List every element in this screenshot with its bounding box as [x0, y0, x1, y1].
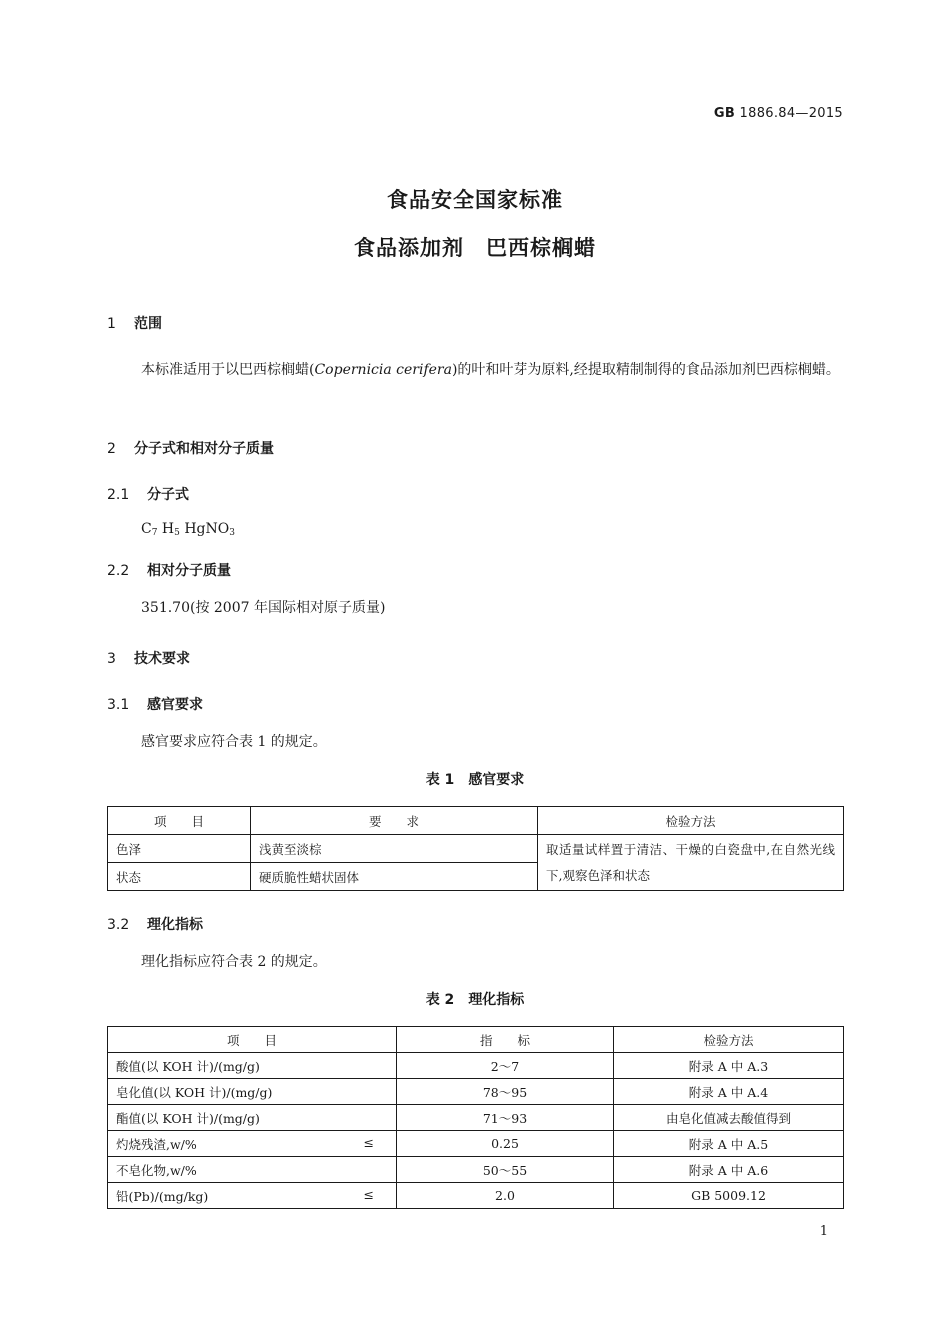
- section-number: 3.1: [107, 697, 130, 713]
- sensory-paragraph: 感官要求应符合表 1 的规定。: [141, 734, 327, 750]
- section-title: 范围: [134, 316, 162, 332]
- table-header-row: [108, 1027, 844, 1053]
- formula-c-sub: 7: [151, 528, 158, 538]
- page-number: 1: [819, 1224, 828, 1239]
- standard-code-number: 1886.84—2015: [739, 106, 843, 121]
- table-row: [108, 1157, 844, 1183]
- section-2-1-heading: [107, 484, 189, 504]
- section-3-1-heading: [107, 694, 203, 714]
- table-caption-number: 表 1: [425, 772, 455, 788]
- section-title: 技术要求: [134, 651, 190, 667]
- table-cell: 状态: [108, 863, 251, 891]
- table-header-cell: 检验方法: [614, 1027, 844, 1053]
- section-title: 分子式: [147, 487, 189, 503]
- less-equal-sign: ≤: [363, 1186, 374, 1202]
- table-caption-number: 表 2: [425, 992, 455, 1008]
- less-equal-sign: ≤: [363, 1134, 374, 1150]
- scope-paragraph: [107, 357, 843, 384]
- table-cell-value: 2～7: [397, 1053, 614, 1079]
- scope-latin-name: Copernicia cerifera: [314, 362, 452, 378]
- table-row: [108, 1079, 844, 1105]
- table-row: [108, 1183, 844, 1209]
- section-number: 2.1: [107, 487, 130, 503]
- table-row: [108, 1131, 844, 1157]
- formula-o-sub: 3: [229, 528, 235, 538]
- table-cell-method: 取适量试样置于清洁、干燥的白瓷盘中,在自然光线下,观察色泽和状态: [538, 835, 844, 891]
- item-text: 不皂化物,w/%: [116, 1162, 197, 1178]
- table-row: [108, 1053, 844, 1079]
- table-caption-text: 理化指标: [468, 992, 525, 1008]
- table-cell: 浅黄至淡棕: [251, 835, 538, 863]
- table-cell-item: [108, 1105, 397, 1131]
- sensory-requirements-table: [107, 806, 844, 891]
- section-title: 相对分子质量: [147, 563, 231, 579]
- formula-rest: HgNO: [184, 521, 230, 537]
- standard-code-prefix: GB: [713, 106, 736, 121]
- physicochemical-indicators-table: [107, 1026, 844, 1209]
- table-cell-value: 71～93: [397, 1105, 614, 1131]
- molecular-weight: 351.70(按 2007 年国际相对原子质量): [141, 600, 386, 616]
- table-cell-item: [108, 1131, 397, 1157]
- formula-c: C: [141, 521, 152, 537]
- table-1-caption: [0, 769, 950, 789]
- section-number: 2: [107, 441, 116, 457]
- table-row: [108, 1105, 844, 1131]
- item-text: 灼烧残渣,w/%: [116, 1136, 197, 1152]
- table-cell-item: [108, 1183, 397, 1209]
- table-header-cell: 项 目: [108, 807, 251, 835]
- item-text: 酯值(以 KOH 计)/(mg/g): [116, 1110, 260, 1126]
- table-header-row: [108, 807, 844, 835]
- section-number: 2.2: [107, 563, 130, 579]
- section-title: 分子式和相对分子质量: [134, 441, 274, 457]
- item-text: 酸值(以 KOH 计)/(mg/g): [116, 1058, 260, 1074]
- table-header-cell: 指 标: [397, 1027, 614, 1053]
- table-cell-item: [108, 1053, 397, 1079]
- section-3-heading: [107, 648, 190, 668]
- table-cell-method: 附录 A 中 A.6: [614, 1157, 844, 1183]
- table-2-caption: [0, 989, 950, 1009]
- table-cell-value: 2.0: [397, 1183, 614, 1209]
- section-2-2-heading: [107, 560, 231, 580]
- section-1-heading: [107, 313, 162, 333]
- section-number: 1: [107, 316, 116, 332]
- sub-title: 食品添加剂 巴西棕榈蜡: [354, 236, 596, 260]
- scope-text-1: 本标准适用于以巴西棕榈蜡(: [141, 362, 315, 378]
- scope-text-2: )的叶和叶芽为原料,经提取精制制得的食品添加剂巴西棕榈蜡。: [451, 362, 840, 378]
- table-cell-value: 50～55: [397, 1157, 614, 1183]
- formula-h-sub: 5: [174, 528, 180, 538]
- table-cell-method: 附录 A 中 A.5: [614, 1131, 844, 1157]
- section-3-2-heading: [107, 914, 203, 934]
- table-cell-value: 0.25: [397, 1131, 614, 1157]
- section-title: 感官要求: [147, 697, 203, 713]
- section-number: 3.2: [107, 917, 130, 933]
- standard-code: [714, 106, 843, 121]
- table-cell-method: 由皂化值减去酸值得到: [614, 1105, 844, 1131]
- table-cell: 色泽: [108, 835, 251, 863]
- table-cell-item: [108, 1157, 397, 1183]
- formula-h: H: [161, 521, 175, 537]
- section-2-heading: [107, 438, 274, 458]
- physchem-paragraph: 理化指标应符合表 2 的规定。: [141, 954, 327, 970]
- item-text: 铅(Pb)/(mg/kg): [116, 1188, 209, 1204]
- table-cell-method: 附录 A 中 A.4: [614, 1079, 844, 1105]
- table-row: [108, 835, 844, 863]
- table-header-cell: 项 目: [108, 1027, 397, 1053]
- table-header-cell: 检验方法: [538, 807, 844, 835]
- item-text: 皂化值(以 KOH 计)/(mg/g): [116, 1084, 273, 1100]
- table-cell-method: 附录 A 中 A.3: [614, 1053, 844, 1079]
- table-cell-value: 78～95: [397, 1079, 614, 1105]
- table-caption-text: 感官要求: [468, 772, 525, 788]
- molecular-formula: [141, 521, 235, 538]
- section-number: 3: [107, 651, 116, 667]
- main-title: 食品安全国家标准: [387, 188, 563, 212]
- table-cell-item: [108, 1079, 397, 1105]
- section-title: 理化指标: [147, 917, 203, 933]
- table-header-cell: 要 求: [251, 807, 538, 835]
- table-cell: 硬质脆性蜡状固体: [251, 863, 538, 891]
- table-cell-method: GB 5009.12: [614, 1183, 844, 1209]
